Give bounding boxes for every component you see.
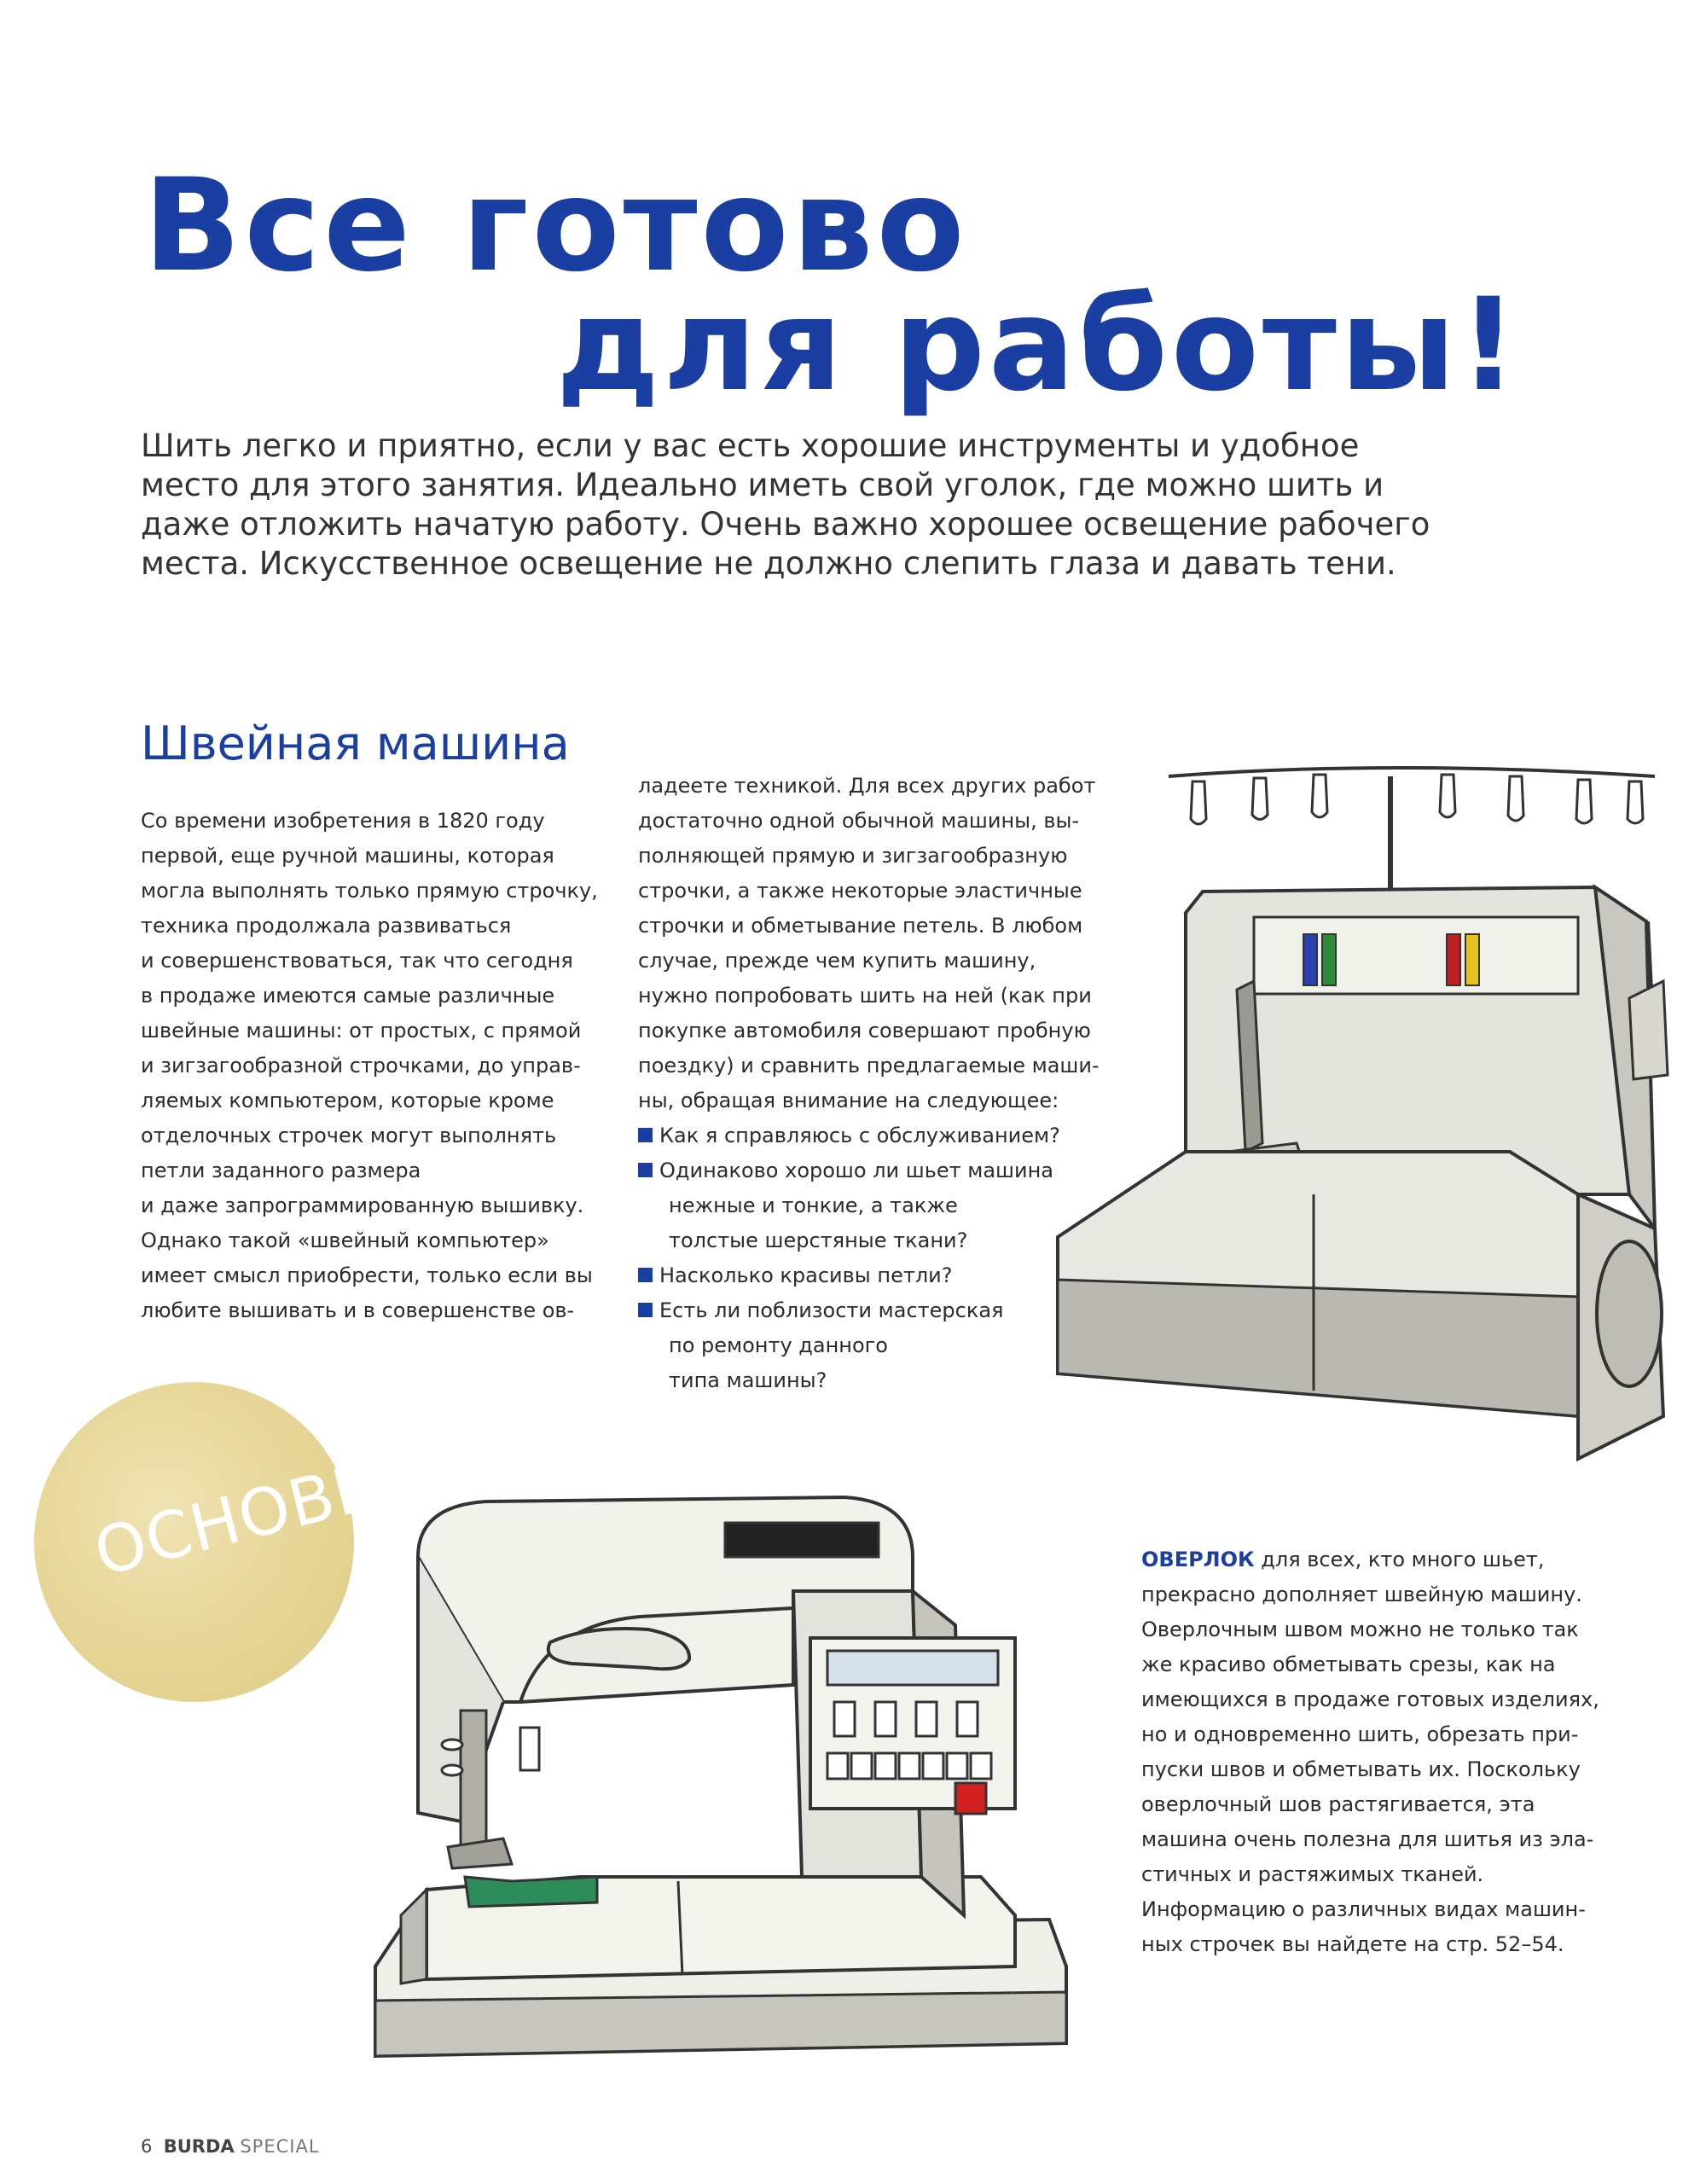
text-line: Со времени изобретения в 1820 году [141, 809, 545, 833]
text-line: покупке автомобиля совершают пробную [638, 1019, 1091, 1043]
text-line: петли заданного размера [141, 1159, 421, 1182]
text-column-2 [638, 769, 1100, 1398]
badge-label: ОСНОВЫ [87, 1443, 400, 1591]
overlock-lead: ОВЕРЛОК [1141, 1548, 1255, 1571]
page-title-line-2: для работы! [556, 271, 1521, 420]
bullet-continuation: толстые шерстяные ткани? [669, 1228, 968, 1252]
bullet-item: Как я справляюсь с обслуживанием? [638, 1118, 1100, 1153]
text-line: и совершенствоваться, так что сегодня [141, 949, 573, 973]
text-line: же красиво обметывать срезы, как на [1141, 1653, 1556, 1676]
intro-line: Шить легко и приятно, если у вас есть хорошие инструменты и удобное [141, 427, 1360, 464]
text-line: ляемых компьютером, которые кроме [141, 1089, 554, 1112]
intro-line: место для этого занятия. Идеально иметь свой уголок, где можно шить и [141, 467, 1384, 503]
text-line: строчки и обметывание петель. В любом [638, 914, 1083, 938]
bullet-item: Насколько красивы петли? [638, 1258, 1100, 1293]
intro-line: места. Искусственное освещение не должно слепить глаза и давать тени. [141, 545, 1396, 582]
intro-line: даже отложить начатую работу. Очень важно хорошее освещение рабочего [141, 506, 1430, 543]
text-line: могла выполнять только прямую строчку, [141, 879, 598, 903]
overlock-description [1141, 1542, 1599, 1962]
bullet-item: Одинаково хорошо ли шьет машина [638, 1153, 1100, 1188]
bullet-square-icon [638, 1163, 653, 1177]
page-footer [141, 2136, 320, 2157]
text-line: полняющей прямую и зигзагообразную [638, 844, 1068, 868]
magazine-brand: BURDA [163, 2136, 235, 2157]
text-line: достаточно одной обычной машины, вы- [638, 809, 1080, 833]
text-line: пуски швов и обметывать их. Поскольку [1141, 1757, 1581, 1781]
text-line: ладеете техникой. Для всех других работ [638, 774, 1096, 798]
text-line: ны, обращая внимание на следующее: [638, 1089, 1059, 1112]
text-line: в продаже имеются самые различные [141, 984, 555, 1008]
text-line: машина очень полезна для шитья из эла- [1141, 1827, 1594, 1851]
bullet-continuation: типа машины? [669, 1368, 827, 1392]
text-line: и зигзагообразной строчками, до управ- [141, 1054, 581, 1077]
text-line: техника продолжала развиваться [141, 914, 512, 938]
text-line: случае, прежде чем купить машину, [638, 949, 1036, 973]
intro-paragraph [141, 427, 1471, 584]
text-line: Оверлочным швом можно не только так [1141, 1618, 1579, 1641]
text-column-1 [141, 804, 598, 1328]
text-line: Однако такой «швейный компьютер» [141, 1228, 549, 1252]
bullet-continuation: нежные и тонкие, а также [669, 1194, 958, 1217]
magazine-edition: SPECIAL [240, 2136, 320, 2157]
section-badge [34, 1382, 400, 1702]
text-line: первой, еще ручной машины, которая [141, 844, 554, 868]
overlock-machine-illustration [1032, 751, 1680, 1467]
text-line: имеет смысл приобрести, только если вы [141, 1263, 593, 1287]
text-line: оверлочный шов растягивается, эта [1141, 1792, 1535, 1816]
bullet-continuation: по ремонту данного [669, 1333, 888, 1357]
text-line: прекрасно дополняет швейную машину. [1141, 1583, 1582, 1606]
sewing-machine-illustration [367, 1489, 1075, 2069]
text-line: ных строчек вы найдете на стр. 52–54. [1141, 1932, 1564, 1956]
section-heading: Швейная машина [141, 717, 570, 770]
text-line: швейные машины: от простых, с прямой [141, 1019, 582, 1043]
text-line: но и одновременно шить, обрезать при- [1141, 1722, 1579, 1746]
text-line: поездку) и сравнить предлагаемые маши- [638, 1054, 1100, 1077]
text-line: нужно попробовать шить на ней (как при [638, 984, 1092, 1008]
bullet-item: Есть ли поблизости мастерская [638, 1293, 1100, 1328]
text-line: строчки, а также некоторые эластичные [638, 879, 1082, 903]
page-title-line-1: Все готово [143, 152, 968, 300]
bullet-square-icon [638, 1128, 653, 1142]
bullet-square-icon [638, 1268, 653, 1282]
page-number: 6 [141, 2136, 153, 2157]
text-line: имеющихся в продаже готовых изделиях, [1141, 1687, 1599, 1711]
text-line: любите вышивать и в совершенстве ов- [141, 1298, 575, 1322]
text-line: отделочных строчек могут выполнять [141, 1124, 557, 1147]
text-line: ОВЕРЛОК для всех, кто много шьет, [1141, 1548, 1545, 1571]
text-line: стичных и растяжимых тканей. [1141, 1862, 1484, 1886]
text-line: Информацию о различных видах машин- [1141, 1897, 1586, 1921]
bullet-square-icon [638, 1303, 653, 1317]
text-line: и даже запрограммированную вышивку. [141, 1194, 584, 1217]
